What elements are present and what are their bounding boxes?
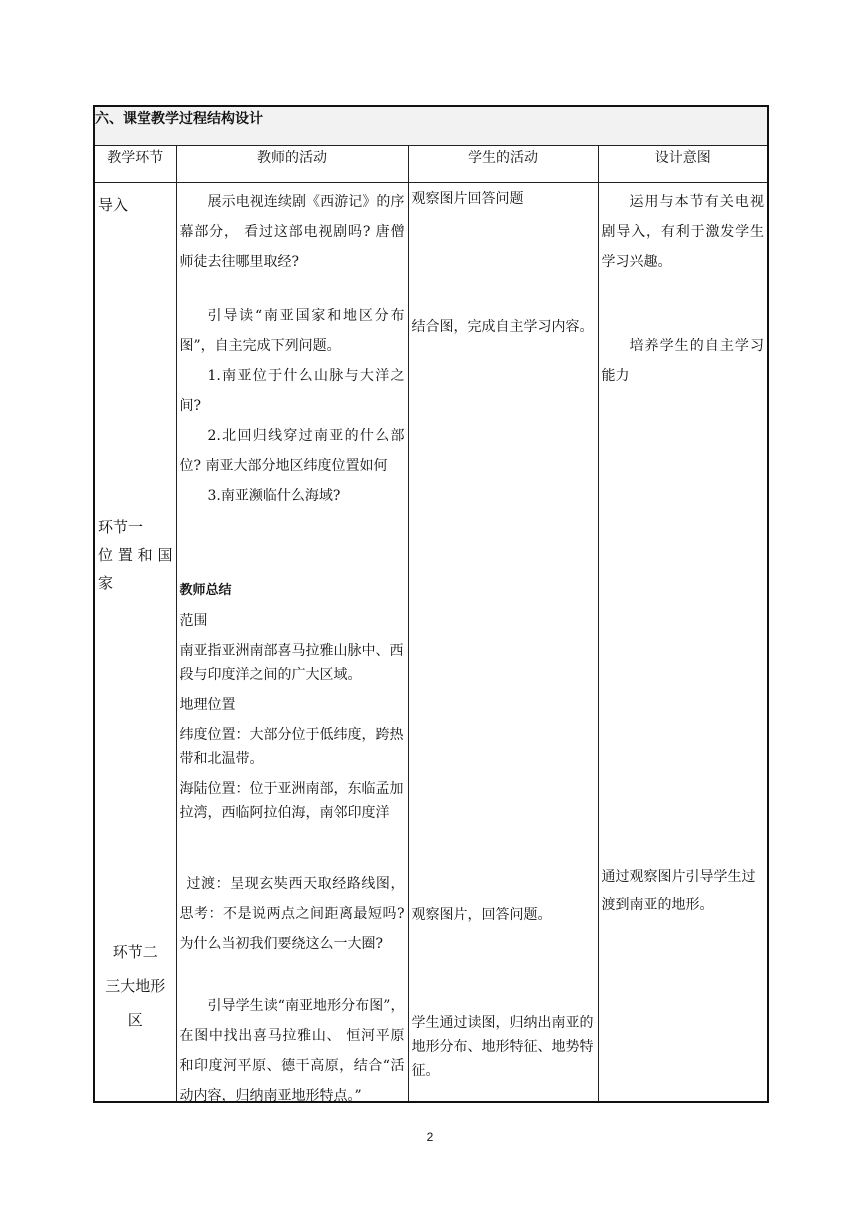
teacher-guide-2-text: 引导学生读“南亚地形分布图”，在图中找出喜马拉雅山、 恒河平原和印度河平原、德干高原，结合“活动内容，归纳南亚地形特点。”	[179, 998, 405, 1104]
section-title: 六、课堂教学过程结构设计	[94, 106, 768, 146]
teacher-summary	[180, 579, 405, 825]
stage-column	[94, 183, 176, 1103]
scope-title: 范围	[179, 613, 208, 629]
stage-1-line1: 环节一	[98, 518, 144, 536]
stage-intro: 导入	[98, 196, 129, 214]
student-self-study: 结合图，完成自主学习内容。	[411, 319, 594, 335]
student-intro: 观察图片回答问题	[411, 191, 524, 207]
stage-1-line2: 位置和国	[98, 546, 173, 564]
header-stage: 教学环节	[94, 146, 176, 183]
scope-text: 南亚指亚洲南部喜马拉雅山脉中、西段与印度洋之间的广大区域。	[179, 643, 404, 683]
transition-text: 过渡：呈现玄奘西天取经路线图，思考：不是说两点之间距离最短吗? 为什么当初我们要绕这么一大圈?	[179, 876, 405, 952]
teacher-guide-2	[180, 991, 405, 1111]
student-summarize: 学生通过读图，归纳出南亚的地形分布、地形特征、地势特征。	[411, 1015, 594, 1079]
teacher-transition	[180, 869, 405, 959]
stage-1-line3: 家	[98, 574, 114, 592]
intent-intro-text: 运用与本节有关电视剧导入，有利于激发学生学习兴趣。	[601, 194, 764, 270]
teacher-question-3: 3.南亚濒临什么海域?	[207, 488, 341, 504]
intent-self-study	[602, 331, 765, 391]
stage-2-line3: 区	[127, 1011, 143, 1029]
teacher-guide-1	[180, 301, 405, 511]
teacher-intro-text: 展示电视连续剧《西游记》的序幕部分， 看过这部电视剧吗? 唐僧师徒去往哪里取经?	[179, 194, 405, 270]
teacher-column	[176, 183, 408, 1103]
intent-transition: 通过观察图片引导学生过渡到南亚的地形。	[601, 869, 756, 913]
stage-2-line2: 三大地形	[105, 977, 166, 995]
header-teacher: 教师的活动	[176, 146, 408, 183]
teacher-intro	[180, 187, 405, 277]
student-observe: 观察图片，回答问题。	[411, 907, 552, 923]
stage-2	[98, 935, 173, 1037]
intent-self-study-text: 培养学生的自主学习能力	[601, 338, 764, 384]
lesson-plan-table	[93, 105, 769, 1103]
sea-land-text: 海陆位置：位于亚洲南部，东临孟加拉湾，西临阿拉伯海，南邻印度洋	[179, 781, 404, 821]
teacher-guide-1-text: 引导读“南亚国家和地区分布图”，自主完成下列问题。	[179, 308, 405, 354]
teacher-question-1: 1.南亚位于什么山脉与大洋之间?	[179, 368, 405, 414]
stage-2-line1: 环节二	[112, 943, 158, 961]
intent-column	[598, 183, 768, 1103]
geo-title: 地理位置	[179, 697, 236, 713]
teacher-question-2: 2.北回归线穿过南亚的什么部位? 南亚大部分地区纬度位置如何	[179, 428, 405, 474]
student-column	[408, 183, 598, 1103]
latitude-text: 纬度位置：大部分位于低纬度，跨热带和北温带。	[179, 727, 404, 767]
intent-intro	[602, 187, 765, 277]
page-number: 2	[426, 1130, 434, 1144]
header-student: 学生的活动	[408, 146, 598, 183]
summary-title: 教师总结	[179, 583, 232, 598]
stage-1	[98, 513, 173, 597]
header-intent: 设计意图	[598, 146, 768, 183]
